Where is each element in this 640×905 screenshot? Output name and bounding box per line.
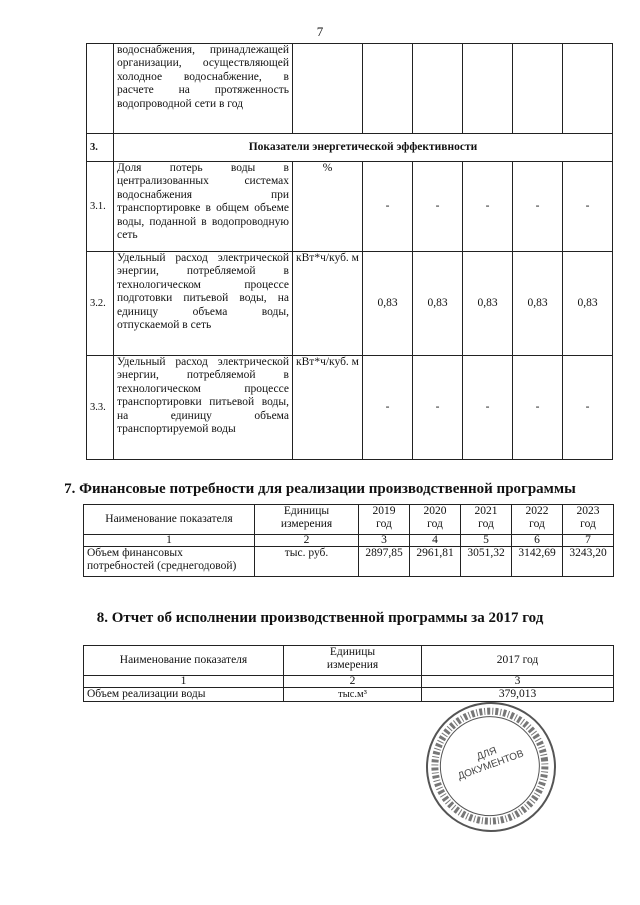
index-cell: 3 — [422, 676, 614, 688]
page-number: 7 — [316, 24, 324, 39]
index-row — [84, 676, 614, 688]
index-cell: 1 — [84, 676, 284, 688]
section-row — [87, 134, 613, 162]
index-cell: 2 — [255, 535, 359, 547]
column-header: 2020 год — [410, 505, 461, 535]
section7-heading: 7. Финансовые потребности для реализации производственной программы — [64, 481, 576, 497]
value-cell: - — [463, 356, 513, 460]
index-cell: 4 — [410, 535, 461, 547]
index-cell: 5 — [461, 535, 512, 547]
indicator-name: Доля потерь воды в централизованных системах водоснабжения при транспортировке в общем объеме воды, поданной в водопроводную сеть — [114, 162, 293, 252]
column-header: Единицы измерения — [255, 505, 359, 535]
column-header: Наименование показателя — [84, 646, 284, 676]
index-row — [84, 535, 614, 547]
table-row — [87, 162, 613, 252]
table-row — [87, 44, 613, 134]
section8-heading: 8. Отчет об исполнении производственной программы за 2017 год — [96, 610, 544, 626]
indicator-name: Удельный расход электрической энергии, потребляемой в технологическом процессе подготовки питьевой воды, на единицу объема воды, отпускаемой в сеть — [114, 252, 293, 356]
row-number: 3.2. — [87, 252, 114, 356]
value-cell: 3142,69 — [512, 547, 563, 577]
row-number: 3.3. — [87, 356, 114, 460]
column-header: 2019 год — [359, 505, 410, 535]
unit-cell: кВт*ч/куб. м — [293, 356, 363, 460]
value-cell: 0,83 — [513, 252, 563, 356]
column-header: Единицы измерения — [284, 646, 422, 676]
value-cell: - — [513, 162, 563, 252]
value-cell: - — [513, 356, 563, 460]
section-number: 3. — [87, 134, 114, 162]
indicators-table — [86, 43, 613, 460]
value-cell: 0,83 — [563, 252, 613, 356]
table-header-row — [84, 646, 614, 676]
value-cell: 2897,85 — [359, 547, 410, 577]
table-header-row — [84, 505, 614, 535]
finance-table — [83, 504, 614, 577]
table-row — [84, 547, 614, 577]
value-cell: - — [413, 356, 463, 460]
index-cell: 2 — [284, 676, 422, 688]
value-cell: - — [463, 162, 513, 252]
unit-cell: тыс.м³ — [284, 688, 422, 702]
index-cell: 7 — [563, 535, 614, 547]
value-cell: - — [563, 356, 613, 460]
value-cell: 3051,32 — [461, 547, 512, 577]
report-table — [83, 645, 614, 702]
value-cell: 3243,20 — [563, 547, 614, 577]
column-header: Наименование показателя — [84, 505, 255, 535]
value-cell: - — [563, 162, 613, 252]
table-row — [87, 356, 613, 460]
unit-cell: % — [293, 162, 363, 252]
unit-cell: кВт*ч/куб. м — [293, 252, 363, 356]
value-cell: - — [363, 356, 413, 460]
indicator-name: Объем финансовых потребностей (среднегодовой) — [84, 547, 255, 577]
unit-cell: тыс. руб. — [255, 547, 359, 577]
section-title: Показатели энергетической эффективности — [114, 134, 613, 162]
value-cell: - — [363, 162, 413, 252]
indicator-name: Объем реализации воды — [84, 688, 284, 702]
seal-center-text: ДЛЯ ДОКУМЕНТОВ — [456, 745, 526, 783]
column-header: 2017 год — [422, 646, 614, 676]
value-cell: 2961,81 — [410, 547, 461, 577]
index-cell: 6 — [512, 535, 563, 547]
row-number: 3.1. — [87, 162, 114, 252]
index-cell: 3 — [359, 535, 410, 547]
official-seal — [418, 694, 565, 841]
index-cell: 1 — [84, 535, 255, 547]
indicator-name: Удельный расход электрической энергии, потребляемой в технологическом процессе транспортировки питьевой воды, на единицу объема транспортируемой воды — [114, 356, 293, 460]
value-cell: 0,83 — [413, 252, 463, 356]
column-header: 2022 год — [512, 505, 563, 535]
column-header: 2021 год — [461, 505, 512, 535]
value-cell: 0,83 — [363, 252, 413, 356]
value-cell: 379,013 — [422, 688, 614, 702]
column-header: 2023 год — [563, 505, 614, 535]
value-cell: - — [413, 162, 463, 252]
value-cell: 0,83 — [463, 252, 513, 356]
table-row — [87, 252, 613, 356]
indicator-name: водоснабжения, принадлежащей организации, осуществляющей холодное водоснабжение, в расчете на протяженность водопроводной сети в год — [114, 44, 293, 134]
